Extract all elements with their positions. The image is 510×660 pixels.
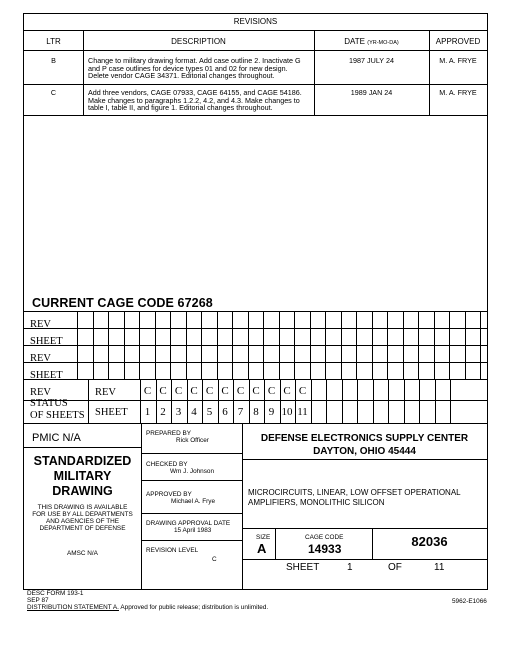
rev-desc-line: Delete vendor CAGE 34371. Editorial changes throughout. [88,71,275,81]
avail-line: THIS DRAWING IS AVAILABLE [37,504,128,511]
std-line: MILITARY [53,469,112,483]
grid-col-line [342,379,343,423]
divider [429,30,430,115]
grid-col-line [372,311,373,379]
grid-row-line [24,400,487,401]
approved-by-label: APPROVED BY [146,491,192,498]
title-line: MICROCIRCUITS, LINEAR, LOW OFFSET OPERATIONAL [248,488,461,497]
divider [141,513,242,514]
grid-col-line [388,379,389,423]
approval-date-label: DRAWING APPROVAL DATE [146,520,231,527]
grid-col-line [124,311,125,379]
grid-col-line [325,311,326,379]
drawing-title [248,488,461,507]
rev-row-description [88,89,314,112]
sheet-value: 1 [347,562,353,573]
divider [83,30,84,115]
grid-col-line [465,311,466,379]
grid-col-line [326,379,327,423]
document-number: 5962-E1066 [452,598,487,605]
rev-row-ltr: C [50,88,57,97]
divider [24,84,487,85]
agency-name: DEFENSE ELECTRONICS SUPPLY CENTER [260,433,469,444]
agency-block [242,432,487,458]
divider [242,559,487,560]
grid-col-line [279,311,280,379]
rev-row-ltr: B [51,56,56,65]
status-cell: C [221,385,229,397]
distribution-statement [27,604,268,611]
grid-col-line [186,311,187,379]
approval-date: 15 April 1983 [174,527,212,534]
status-cell: C [236,385,245,397]
divider [275,528,276,559]
grid-col-line [450,379,451,423]
status-cell: 8 [253,406,259,418]
cage-code-value: 14933 [308,542,342,556]
status-cell: 4 [191,406,197,418]
distribution-label: DISTRIBUTION STATEMENT A. [27,604,119,612]
status-label-rev: REV [30,387,51,398]
status-cell: 3 [175,406,182,418]
revision-level: C [212,556,217,563]
divider [141,423,142,590]
rev-desc-line: table I, table II, and figure 1. Editorial changes throughout. [88,103,273,113]
status-cell: 7 [237,406,244,418]
grid-col-line [263,311,264,379]
std-line: DRAWING [52,484,113,498]
grid-col-line [93,311,94,379]
amsc: AMSC N/A [67,550,98,557]
divider [242,459,487,460]
agency-address: DAYTON, OHIO 45444 [313,446,416,457]
grid-col-line [294,311,295,379]
standardized-military-drawing [24,454,141,499]
grid-col-line [108,311,109,379]
grid-col-line [449,311,450,379]
form-number: DESC FORM 193-1 [27,590,84,597]
col-approved: APPROVED [435,37,481,46]
grid-col-line [248,311,249,379]
distribution-text: Approved for public release; distribution is unlimited. [118,604,269,612]
of-value: 11 [434,562,445,573]
grid-col-line [310,311,311,379]
grid-col-line [232,311,233,379]
grid-col-line [170,311,171,379]
grid-col-line [217,311,218,379]
grid-col-line [139,311,140,379]
status-rev-label: REV [95,387,116,398]
avail-line: FOR USE BY ALL DEPARTMENTS [32,511,133,518]
revision-level-label: REVISION LEVEL [146,547,199,554]
sheet-label: SHEET [286,562,320,573]
grid-col-line [88,379,89,423]
rev-desc-line: Make changes to paragraphs 1.2.2, 4.2, and 4.3. Make changes to [88,95,300,105]
col-date [314,37,429,46]
grid-col-line [387,311,388,379]
rev-desc-line: Change to military drawing format. Add case outline 2. Inactivate G [88,56,301,65]
grid-col-line [77,311,78,379]
approved-by: Michael A. Frye [171,498,216,505]
grid-col-line [356,311,357,379]
pmic: PMIC N/A [32,432,81,444]
prepared-by: Rick Officer [176,437,209,444]
divider [24,30,487,31]
status-cell: C [143,385,152,397]
status-cell: 9 [268,406,275,418]
divider [242,528,487,529]
rev-row-approved: M. A. FRYE [439,56,477,65]
grid-col-line [403,311,404,379]
drawing-sheet [23,13,488,590]
grid-col-line [418,311,419,379]
grid-col-line [435,379,436,423]
checked-by: Wm J. Johnson [170,468,215,475]
status-cell: 2 [160,406,166,418]
divider [24,447,141,448]
col-ltr: LTR [46,37,61,46]
grid-sheet-label: SHEET [30,336,63,347]
avail-line: AND AGENCIES OF THE [45,518,120,525]
checked-by-label: CHECKED BY [146,461,188,468]
col-date-format: (YR-MO-DA) [367,40,399,46]
rev-row-approved: M. A. FRYE [439,88,477,97]
divider [141,540,242,541]
status-sheet-label: SHEET [95,407,128,418]
prepared-by-label: PREPARED BY [146,430,191,437]
col-description: DESCRIPTION [171,37,226,46]
dwg-number: 82036 [411,534,448,549]
availability-note [24,504,141,532]
rev-desc-line: and P case outlines for device types 01 and 02 for new design. [88,63,288,73]
status-label-of-sheets: OF SHEETS [30,410,85,421]
status-cell: 6 [222,406,228,418]
grid-col-line [357,379,358,423]
divider [141,480,242,481]
revisions-title: REVISIONS [233,17,278,26]
size-label: SIZE [256,534,271,541]
grid-sheet-label: SHEET [30,370,63,381]
status-cell: C [283,385,291,397]
footer [27,590,268,612]
grid-col-line [480,311,481,379]
grid-col-line [404,379,405,423]
grid-col-line [419,379,420,423]
status-cell: C [267,385,276,397]
form-date: SEP 87 [27,597,49,605]
rev-row-date: 1987 JULY 24 [349,56,394,65]
grid-col-line [155,311,156,379]
status-cell: C [252,385,260,397]
current-cage-code: CURRENT CAGE CODE 67268 [32,296,213,310]
std-line: STANDARDIZED [33,454,132,468]
status-label-status: STATUS [30,398,68,409]
status-cell: C [190,385,198,397]
grid-rev-label: REV [30,353,51,364]
grid-col-line [434,311,435,379]
rev-row-description [88,57,314,80]
status-cell: C [159,385,167,397]
grid-rev-label: REV [30,319,51,330]
status-cell: C [205,385,214,397]
avail-line: DEPARTMENT OF DEFENSE [39,525,126,532]
size-value: A [257,541,267,556]
cage-code-label: CAGE CODE [305,534,344,541]
status-cell: 10 [281,406,293,418]
divider [24,423,487,424]
grid-col-line [373,379,374,423]
divider [24,50,487,51]
title-line: AMPLIFIERS, MONOLITHIC SILICON [248,497,385,507]
grid-col-line [341,311,342,379]
status-cell: 11 [297,406,308,418]
grid-col-line [311,379,312,423]
of-label: OF [388,562,402,573]
divider [314,30,315,115]
rev-desc-line: Add three vendors, CAGE 07933, CAGE 64155, and CAGE 54186. [88,88,302,97]
divider [24,115,487,116]
status-cell: C [174,385,183,397]
status-cell: 5 [206,406,213,418]
status-cell: 1 [144,406,151,418]
rev-row-date: 1989 JAN 24 [350,88,393,97]
divider [141,453,242,454]
status-cell: C [298,385,307,397]
grid-row-line [24,379,487,380]
col-date-label: DATE [344,37,366,46]
grid-col-line [201,311,202,379]
